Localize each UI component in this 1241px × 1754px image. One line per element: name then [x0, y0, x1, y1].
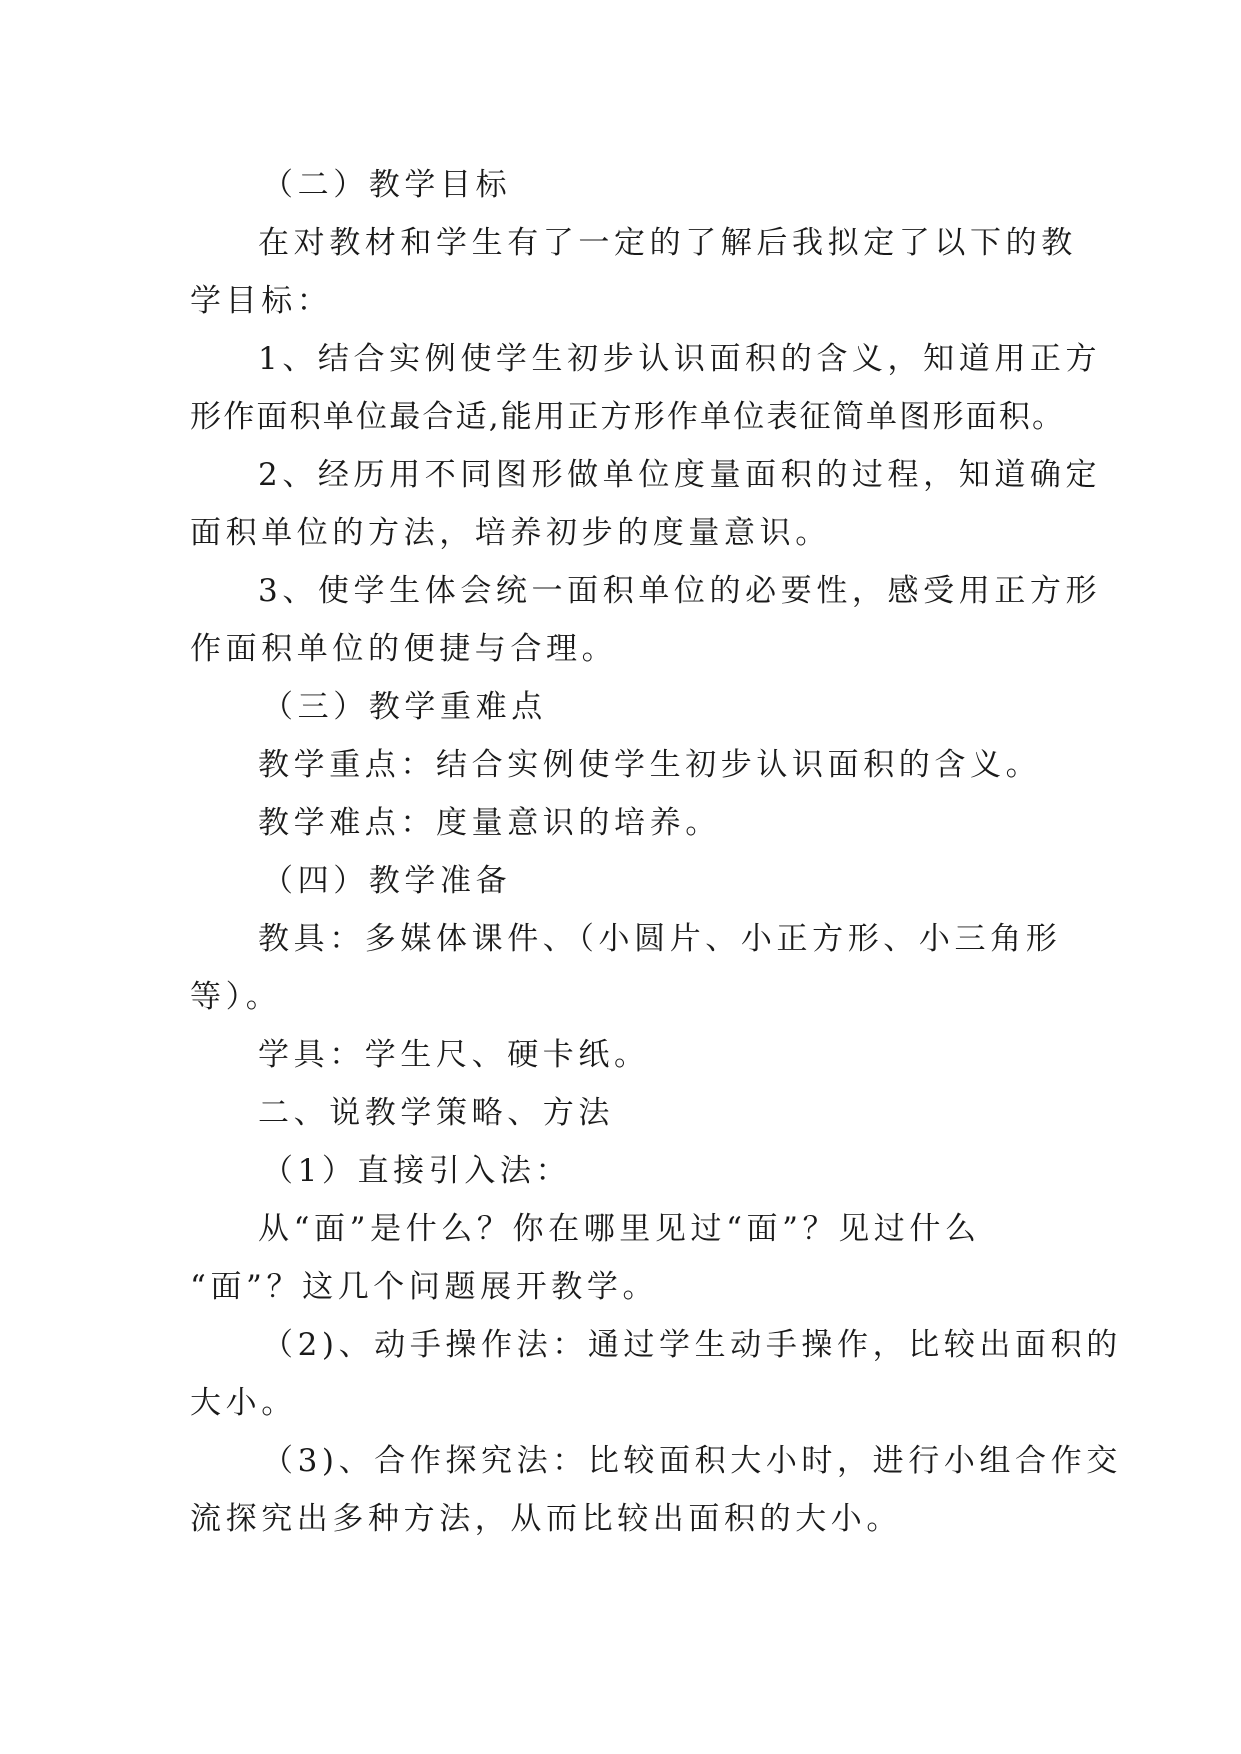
method-3: （3)、合作探究法：比较面积大小时，进行小组合作交 [262, 1443, 1122, 1479]
goal-item-3: 3、使学生体会统一面积单位的必要性，感受用正方形 [258, 573, 1102, 609]
section-heading-strategies: 二、说教学策略、方法 [258, 1095, 614, 1131]
paragraph-line: 形作面积单位最合适,能用正方形作单位表征简单图形面积。 [190, 399, 1066, 435]
paragraph-line: 学目标： [190, 283, 333, 319]
goal-item-1: 1、结合实例使学生初步认识面积的含义，知道用正方 [258, 341, 1102, 377]
teaching-key-point: 教学重点：结合实例使学生初步认识面积的含义。 [258, 747, 1042, 783]
paragraph-line: 大小。 [190, 1385, 297, 1421]
section-heading-preparation: （四）教学准备 [262, 863, 512, 899]
learning-tools: 学具：学生尺、硬卡纸。 [258, 1037, 650, 1073]
paragraph-line: 等）。 [190, 979, 282, 1015]
paragraph-line: 流探究出多种方法，从而比较出面积的大小。 [190, 1501, 902, 1537]
goal-item-2: 2、经历用不同图形做单位度量面积的过程，知道确定 [258, 457, 1102, 493]
paragraph-line: 作面积单位的便捷与合理。 [190, 631, 618, 667]
paragraph-line: 面积单位的方法，培养初步的度量意识。 [190, 515, 831, 551]
section-heading-teaching-goals: （二）教学目标 [262, 167, 512, 203]
teaching-difficulty: 教学难点：度量意识的培养。 [258, 805, 721, 841]
method-1-heading: （1）直接引入法： [262, 1153, 572, 1189]
method-2: （2)、动手操作法：通过学生动手操作，比较出面积的 [262, 1327, 1122, 1363]
teaching-aids: 教具：多媒体课件、（小圆片、小正方形、小三角形 [258, 921, 1062, 957]
paragraph-line: 从“面”是什么？你在哪里见过“面”？见过什么 [258, 1211, 981, 1247]
section-heading-key-points: （三）教学重难点 [262, 689, 547, 725]
paragraph-line: “面”？这几个问题展开教学。 [190, 1269, 659, 1305]
paragraph-line: 在对教材和学生有了一定的了解后我拟定了以下的教 [258, 225, 1077, 261]
